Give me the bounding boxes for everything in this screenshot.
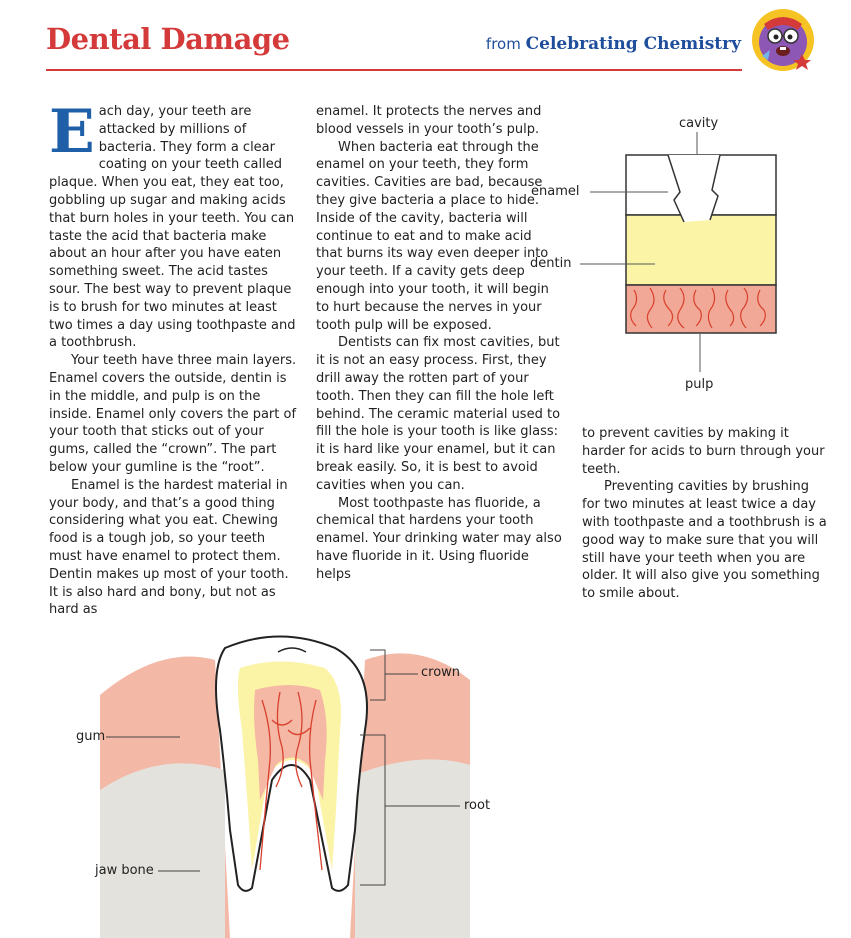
crown-label: crown [421,665,461,680]
paragraph: Most toothpaste has fluoride, a chemical that hardens your tooth enamel. Your drinking water may also have fluoride in it. Using fluoride helps [316,495,562,582]
page-title: Dental Damage [46,22,290,56]
paragraph: ach day, your teeth are attacked by millions of bacteria. They form a clear coating on your teeth called plaque. When you eat, they eat too, gobbling up sugar and making acids that burn holes in your teeth. You can taste the acid that bacteria make about an hour after you have eaten something sweet. The acid tastes sour. The best way to prevent plaque is to brush for two minutes at least two times a day using toothpaste and a toothbrush. [49,104,296,351]
article-column-2 [316,103,562,584]
mascot-icon [748,4,818,74]
dentin-label: dentin [530,256,572,271]
paragraph: enamel. It protects the nerves and blood vessels in your tooth’s pulp. [316,104,542,137]
paragraph: Dentists can fix most cavities, but it is not an easy process. First, they drill away the rotten part of your tooth. Then they can fill the hole left behind. The ceramic material used to fill the hole is your tooth is like glass: it is hard like your enamel, but it can break easily. So, it is best to avoid cavities when you can. [316,335,561,493]
gum-label: gum [76,729,106,744]
drop-cap: E [49,97,95,167]
paragraph: Preventing cavities by brushing for two minutes at least twice a day with toothpaste and a toothbrush is a good way to make sure that you will still have your teeth when you are older. It will also give you something to smile about. [582,479,827,602]
jaw-bone-label: jaw bone [95,863,154,878]
article-column-3 [582,425,827,603]
pulp-label: pulp [685,377,714,392]
source-credit [486,34,741,54]
source-prefix: from [485,35,521,53]
jaw-bone-right [355,759,470,938]
enamel-label: enamel [531,184,580,199]
paragraph: to prevent cavities by making it harder for acids to burn through your teeth. [582,426,825,477]
dentin-layer [626,215,776,285]
jaw-bone-left [100,763,225,938]
pulp-layer [626,285,776,333]
header-rule [46,69,742,71]
root-label: root [464,798,491,813]
source-brand: Celebrating Chemistry [525,34,741,54]
paragraph: When bacteria eat through the enamel on your teeth, they form cavities. Cavities are bad, because they give bacteria a place to hide. Inside of the cavity, bacteria will continue to eat and to make acid that burns its way even deeper into your teeth. If a cavity gets deep enough into your tooth, it will begin to hurt because the nerves in your tooth pulp will be exposed. [316,139,549,333]
paragraph: Your teeth have three main layers. Enamel covers the outside, dentin is in the middle, and pulp is on the inside. Enamel only covers the part of your tooth that sticks out of your gums, called the “crown”. The part below your gumline is the “root”. [49,353,297,475]
cavity-diagram [560,110,820,400]
cavity-label: cavity [679,116,719,131]
article-column-1 [49,97,297,619]
paragraph: Enamel is the hardest material in your body, and that’s a good thing considering what you eat. Chewing food is a tough job, so your teeth must have enamel to protect them. Dentin makes up most of your tooth. It is also hard and bony, but not as hard as [49,477,289,618]
tooth-diagram [40,600,600,938]
